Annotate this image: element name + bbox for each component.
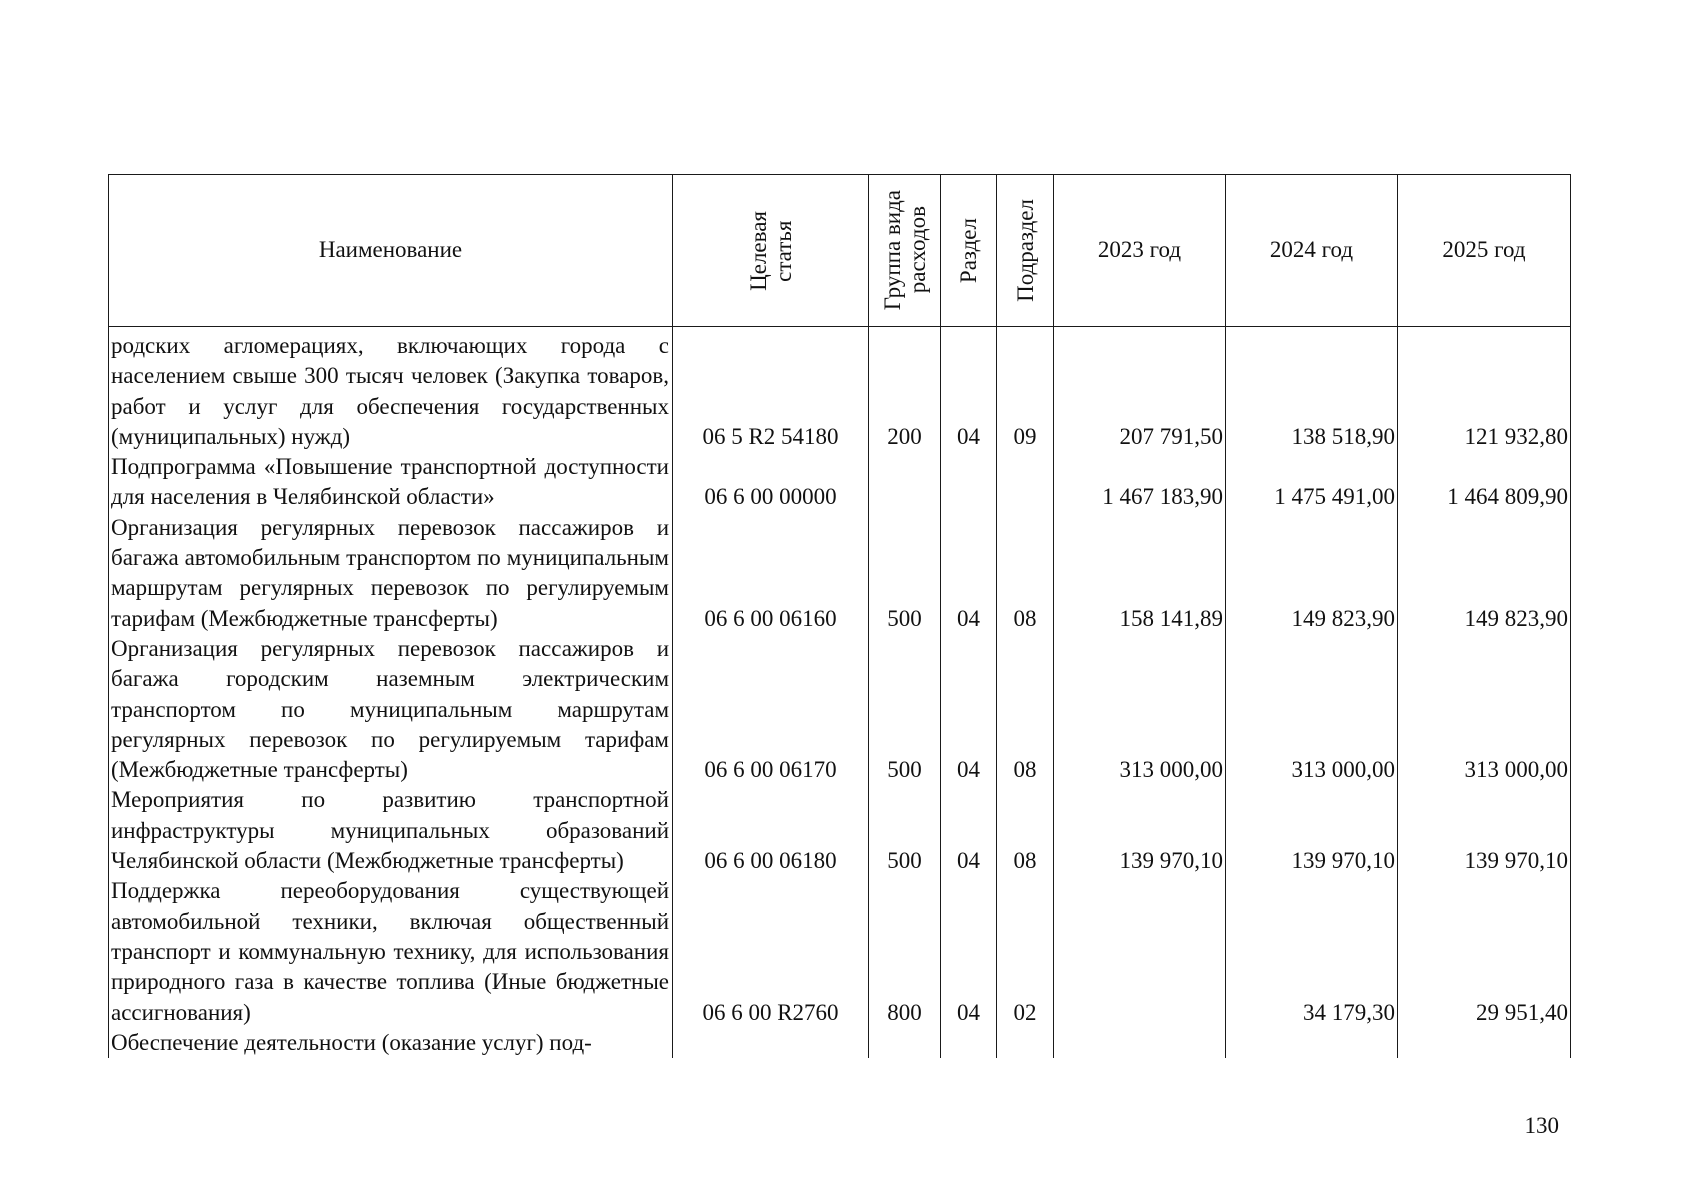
row-target-article (673, 1028, 869, 1058)
row-expense-group: 800 (869, 876, 941, 1027)
header-target-article (673, 175, 869, 327)
row-target-article: 06 6 00 00000 (673, 452, 869, 513)
row-name: Обеспечение деятельности (оказание услуг) под- (109, 1028, 673, 1058)
row-2025 (1398, 1028, 1571, 1058)
row-section: 04 (941, 513, 997, 634)
row-expense-group (869, 452, 941, 513)
budget-table (108, 174, 1571, 1058)
row-name: Поддержка переоборудования существующей автомобильной техники, включая общественный транспорт и коммунальную технику, для использования природного газа в качестве топлива (Иные бюджетные ассигнования) (109, 876, 673, 1027)
row-section: 04 (941, 327, 997, 453)
header-name: Наименование (109, 175, 673, 327)
header-target-article-label: Целевая статья (745, 210, 796, 291)
row-2025: 1 464 809,90 (1398, 452, 1571, 513)
table-row (109, 634, 1571, 785)
row-2025: 139 970,10 (1398, 785, 1571, 876)
row-subsection: 09 (997, 327, 1054, 453)
row-2025: 313 000,00 (1398, 634, 1571, 785)
row-expense-group (869, 1028, 941, 1058)
row-subsection (997, 1028, 1054, 1058)
row-expense-group: 200 (869, 327, 941, 453)
row-subsection: 08 (997, 634, 1054, 785)
row-2023: 207 791,50 (1054, 327, 1226, 453)
header-subsection (997, 175, 1054, 327)
row-2024 (1226, 1028, 1398, 1058)
row-2025: 149 823,90 (1398, 513, 1571, 634)
row-name: Организация регулярных перевозок пассажиров и багажа городским наземным электрическим транспортом по муниципальным маршрутам регулярных перевозок по регулируемым тарифам (Межбюджетные трансферты) (109, 634, 673, 785)
row-name: Организация регулярных перевозок пассажиров и багажа автомобильным транспортом по муниципальным маршрутам регулярных перевозок по регулируемым тарифам (Межбюджетные трансферты) (109, 513, 673, 634)
header-expense-group (869, 175, 941, 327)
table-row (109, 452, 1571, 513)
row-target-article: 06 6 00 06170 (673, 634, 869, 785)
row-section (941, 1028, 997, 1058)
row-2023: 313 000,00 (1054, 634, 1226, 785)
row-expense-group: 500 (869, 785, 941, 876)
row-section (941, 452, 997, 513)
row-2025: 121 932,80 (1398, 327, 1571, 453)
row-target-article: 06 5 R2 54180 (673, 327, 869, 453)
row-subsection: 08 (997, 785, 1054, 876)
row-target-article: 06 6 00 06160 (673, 513, 869, 634)
row-expense-group: 500 (869, 513, 941, 634)
row-2023: 139 970,10 (1054, 785, 1226, 876)
row-name: Подпрограмма «Повышение транспортной доступности для населения в Челябинской области» (109, 452, 673, 513)
header-2025: 2025 год (1398, 175, 1571, 327)
row-2024: 149 823,90 (1226, 513, 1398, 634)
table-row (109, 327, 1571, 453)
row-target-article: 06 6 00 06180 (673, 785, 869, 876)
row-section: 04 (941, 634, 997, 785)
row-subsection: 08 (997, 513, 1054, 634)
row-subsection (997, 452, 1054, 513)
row-subsection: 02 (997, 876, 1054, 1027)
row-2023: 158 141,89 (1054, 513, 1226, 634)
row-section: 04 (941, 876, 997, 1027)
row-2024: 138 518,90 (1226, 327, 1398, 453)
header-section-label: Раздел (956, 217, 981, 284)
row-2023: 1 467 183,90 (1054, 452, 1226, 513)
row-2023 (1054, 1028, 1226, 1058)
row-2025: 29 951,40 (1398, 876, 1571, 1027)
header-section (941, 175, 997, 327)
row-name: родских агломерациях, включающих города с населением свыше 300 тысяч человек (Закупка товаров, работ и услуг для обеспечения государственных (муниципальных) нужд) (109, 327, 673, 453)
row-2024: 34 179,30 (1226, 876, 1398, 1027)
row-section: 04 (941, 785, 997, 876)
table-body (109, 327, 1571, 1059)
table-header (109, 175, 1571, 327)
header-2024: 2024 год (1226, 175, 1398, 327)
table-row (109, 785, 1571, 876)
row-2024: 139 970,10 (1226, 785, 1398, 876)
row-2024: 1 475 491,00 (1226, 452, 1398, 513)
table-row (109, 876, 1571, 1027)
table-row (109, 1028, 1571, 1058)
header-row (109, 175, 1571, 327)
row-expense-group: 500 (869, 634, 941, 785)
header-subsection-label: Подраздел (1012, 199, 1038, 302)
row-target-article: 06 6 00 R2760 (673, 876, 869, 1027)
row-2023 (1054, 876, 1226, 1027)
header-2023: 2023 год (1054, 175, 1226, 327)
page-number: 130 (1524, 1113, 1559, 1138)
row-name: Мероприятия по развитию транспортной инфраструктуры муниципальных образований Челябинской области (Межбюджетные трансферты) (109, 785, 673, 876)
row-2024: 313 000,00 (1226, 634, 1398, 785)
header-expense-group-label: Группа вида расходов (879, 190, 930, 311)
table-row (109, 513, 1571, 634)
